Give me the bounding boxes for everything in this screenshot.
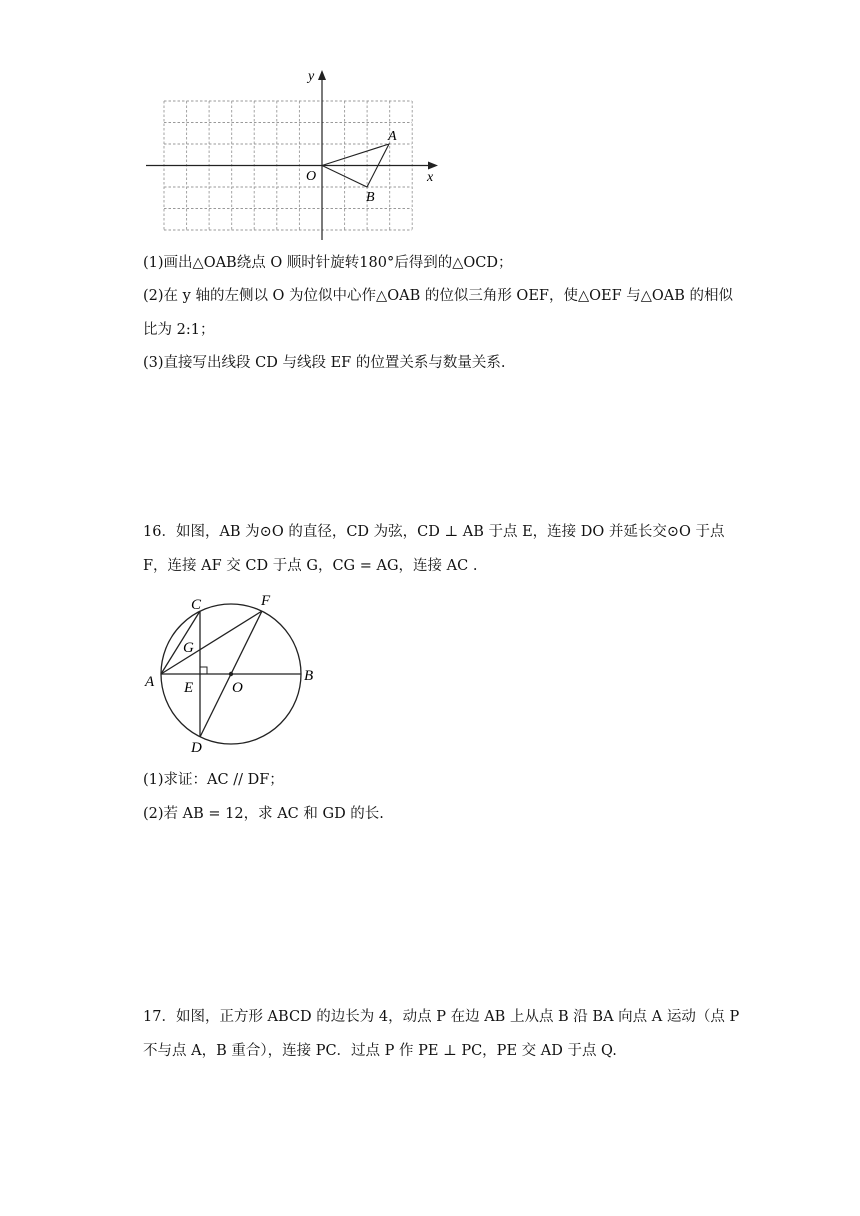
label-f: F [261,593,271,609]
label-y: y [308,69,315,84]
right-angle-mark [200,667,207,674]
q16-intro-line1: 16．如图，AB 为⊙O 的直径，CD 为弦，CD ⊥ AB 于点 E，连接 DO 并延长交⊙O 于点 [143,524,725,540]
label-e: E [184,680,194,696]
q15-part2-line1: (2)在 y 轴的左侧以 O 为位似中心作△OAB 的位似三角形 OEF，使△OEF 与△OAB 的相似 [143,288,734,304]
q16-part2: (2)若 AB = 12，求 AC 和 GD 的长. [143,806,384,822]
q16-part1: (1)求证：AC // DF； [143,772,284,788]
label-o2: O [232,680,243,696]
label-x: x [427,170,434,185]
x-axis-arrow-icon [428,162,438,170]
coordinate-grid-figure [140,66,450,248]
q17-intro-line2: 不与点 A，B 重合），连接 PC．过点 P 作 PE ⊥ PC，PE 交 AD 于点 Q. [143,1043,617,1059]
q15-part1: (1)画出△OAB绕点 O 顺时针旋转180°后得到的△OCD； [143,255,513,271]
label-o: O [306,169,317,184]
q15-part2-line2: 比为 2:1； [143,322,215,338]
label-b2: B [304,668,314,684]
q15-part3: (3)直接写出线段 CD 与线段 EF 的位置关系与数量关系. [143,355,506,371]
label-b: B [366,190,375,205]
q16-intro-line2: F，连接 AF 交 CD 于点 G，CG = AG，连接 AC . [143,558,478,574]
label-c: C [191,597,202,613]
label-a: A [388,129,397,144]
label-a2: A [145,674,155,690]
label-g: G [183,640,194,656]
circle-geometry-figure [140,585,330,757]
q17-intro-line1: 17．如图，正方形 ABCD 的边长为 4，动点 P 在边 AB 上从点 B 沿 BA 向点 A 运动（点 P [143,1009,740,1025]
y-axis-arrow-icon [318,70,326,80]
center-dot [229,672,233,676]
label-d: D [191,740,202,756]
